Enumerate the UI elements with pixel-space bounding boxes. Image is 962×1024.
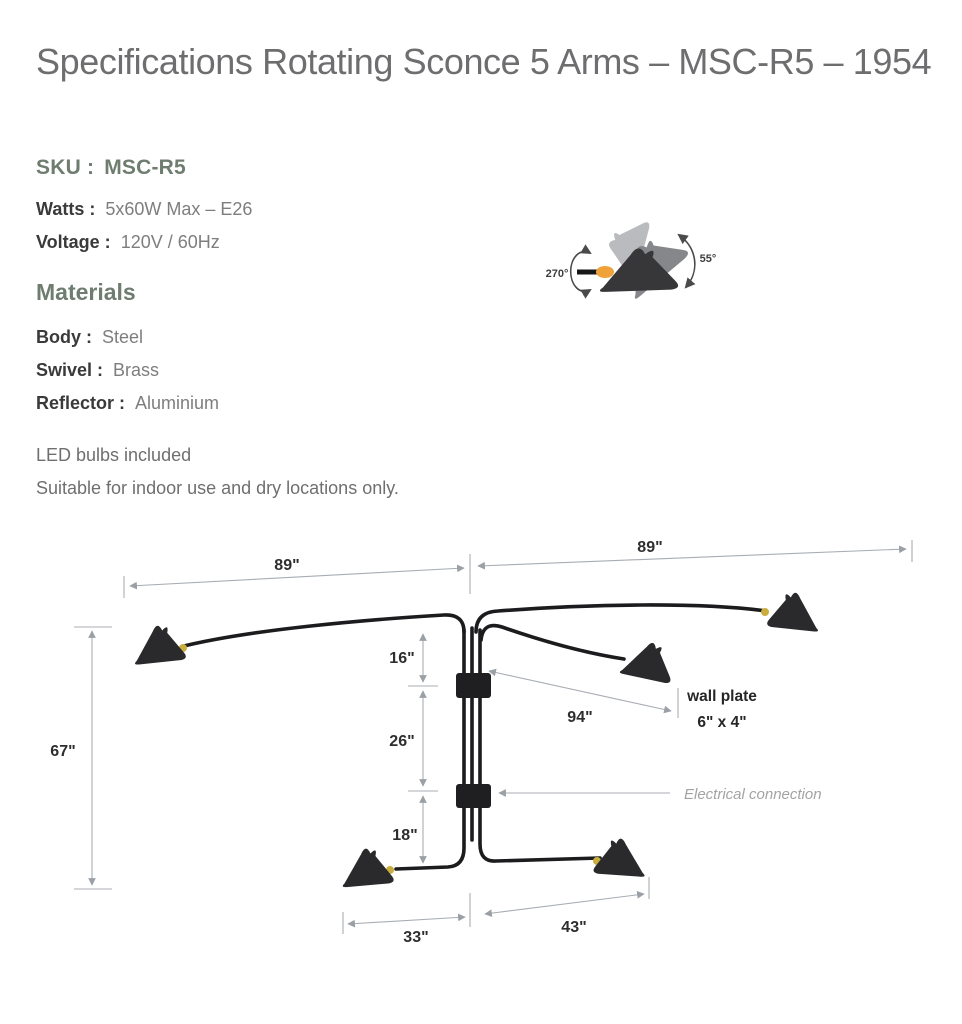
swivel-label: Swivel : xyxy=(36,360,104,380)
spec-row-body xyxy=(36,326,143,348)
dimension-diagram xyxy=(0,520,962,1024)
lamp-shade-mid-right xyxy=(620,637,678,683)
arm-top-right xyxy=(476,605,766,632)
spin-angle-label: 270° xyxy=(545,268,569,280)
dim-height-label: 67" xyxy=(50,743,76,760)
dim-bottom-left-label: 33" xyxy=(403,929,429,946)
dim-lower-label: 18" xyxy=(392,827,418,844)
materials-heading: Materials xyxy=(36,279,136,305)
dim-upper-label: 16" xyxy=(389,650,415,667)
reflector-label: Reflector : xyxy=(36,393,126,413)
voltage-label: Voltage : xyxy=(36,232,111,252)
wall-plate-label-line1: wall plate xyxy=(687,688,757,705)
dim-line-bottom-right xyxy=(485,894,644,914)
lamp-shade-top-left xyxy=(131,623,186,665)
dim-line-span-right xyxy=(478,549,906,566)
swivel-value: Brass xyxy=(113,360,160,380)
dim-middle-label: 26" xyxy=(389,733,415,750)
sku-value: MSC-R5 xyxy=(104,156,186,179)
dim-bottom-right-label: 43" xyxy=(561,919,587,936)
page-title: Specifications Rotating Sconce 5 Arms – MSC-R5 – 1954 xyxy=(36,41,932,82)
dim-span-right-label: 89" xyxy=(637,539,663,556)
arm-mid-right xyxy=(481,626,624,659)
electrical-label: Electrical connection xyxy=(684,786,822,803)
lamp-shade-top-right xyxy=(767,590,822,632)
dim-diagonal-label: 94" xyxy=(567,709,593,726)
dim-span-left-label: 89" xyxy=(274,557,300,574)
body-value: Steel xyxy=(102,327,144,347)
voltage-value: 120V / 60Hz xyxy=(120,232,220,252)
reflector-value: Aluminium xyxy=(135,393,220,413)
watts-label: Watts : xyxy=(36,199,96,219)
spec-row-reflector xyxy=(36,392,219,414)
spec-row-watts xyxy=(36,198,252,220)
pole-tube-right-and-bottom-right-arm xyxy=(480,630,600,861)
spec-row-swivel xyxy=(36,359,159,381)
body-label: Body : xyxy=(36,327,92,347)
note-led-bulbs: LED bulbs included xyxy=(36,445,192,465)
brass-swivel-top-right xyxy=(761,608,769,616)
sku-line xyxy=(36,156,186,180)
watts-value: 5x60W Max – E26 xyxy=(105,199,253,219)
lamp-shade-bottom-left xyxy=(340,847,394,888)
note-indoor-use: Suitable for indoor use and dry locations only. xyxy=(36,478,399,498)
spec-row-voltage xyxy=(36,231,220,253)
arm-top-left xyxy=(184,615,464,646)
swivel-brass-capsule xyxy=(596,266,614,278)
dim-line-bottom-left xyxy=(348,917,465,924)
wall-clamp-lower xyxy=(456,784,491,808)
tilt-angle-label: 55° xyxy=(699,253,717,265)
sku-label: SKU : xyxy=(36,156,95,179)
wall-plate-label-line2: 6" x 4" xyxy=(697,714,747,731)
wall-clamp-upper xyxy=(456,673,491,698)
rotation-diagram xyxy=(538,204,738,309)
